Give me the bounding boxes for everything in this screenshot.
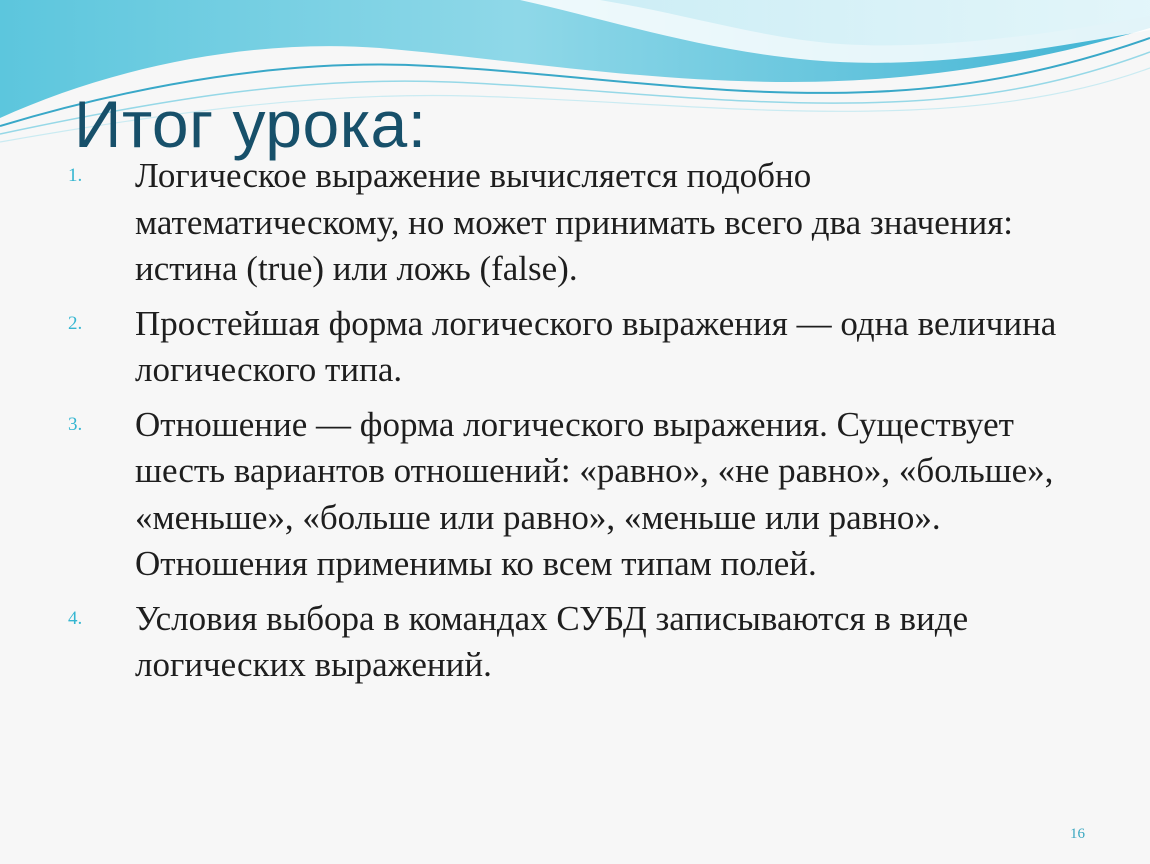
list-item (68, 402, 1078, 588)
list-item-text: Логическое выражение вычисляется подобно математическому, но может принимать всего два значения: истина (true) или ложь (false). (135, 156, 1014, 288)
page-number: 16 (1070, 826, 1085, 842)
list-item-text: Условия выбора в командах СУБД записываются в виде логических выражений. (135, 598, 969, 684)
list-item-number: 2. (68, 312, 83, 334)
list-item (68, 153, 1078, 293)
summary-list (68, 153, 1078, 697)
list-item-number: 4. (68, 607, 83, 629)
list-item (68, 301, 1078, 394)
list-item-text: Отношение — форма логического выражения. Существует шесть вариантов отношений: «равно», «не равно», «больше», «меньше», «больше или равно», «меньше или равно». Отношения применимы ко всем типам полей. (135, 404, 1054, 583)
list-item-text: Простейшая форма логического выражения — одна величина логического типа. (135, 303, 1057, 389)
list-item (68, 596, 1078, 689)
list-item-number: 3. (68, 413, 83, 435)
slide-title: Итог урока: (74, 87, 427, 161)
list-item-number: 1. (68, 165, 83, 186)
